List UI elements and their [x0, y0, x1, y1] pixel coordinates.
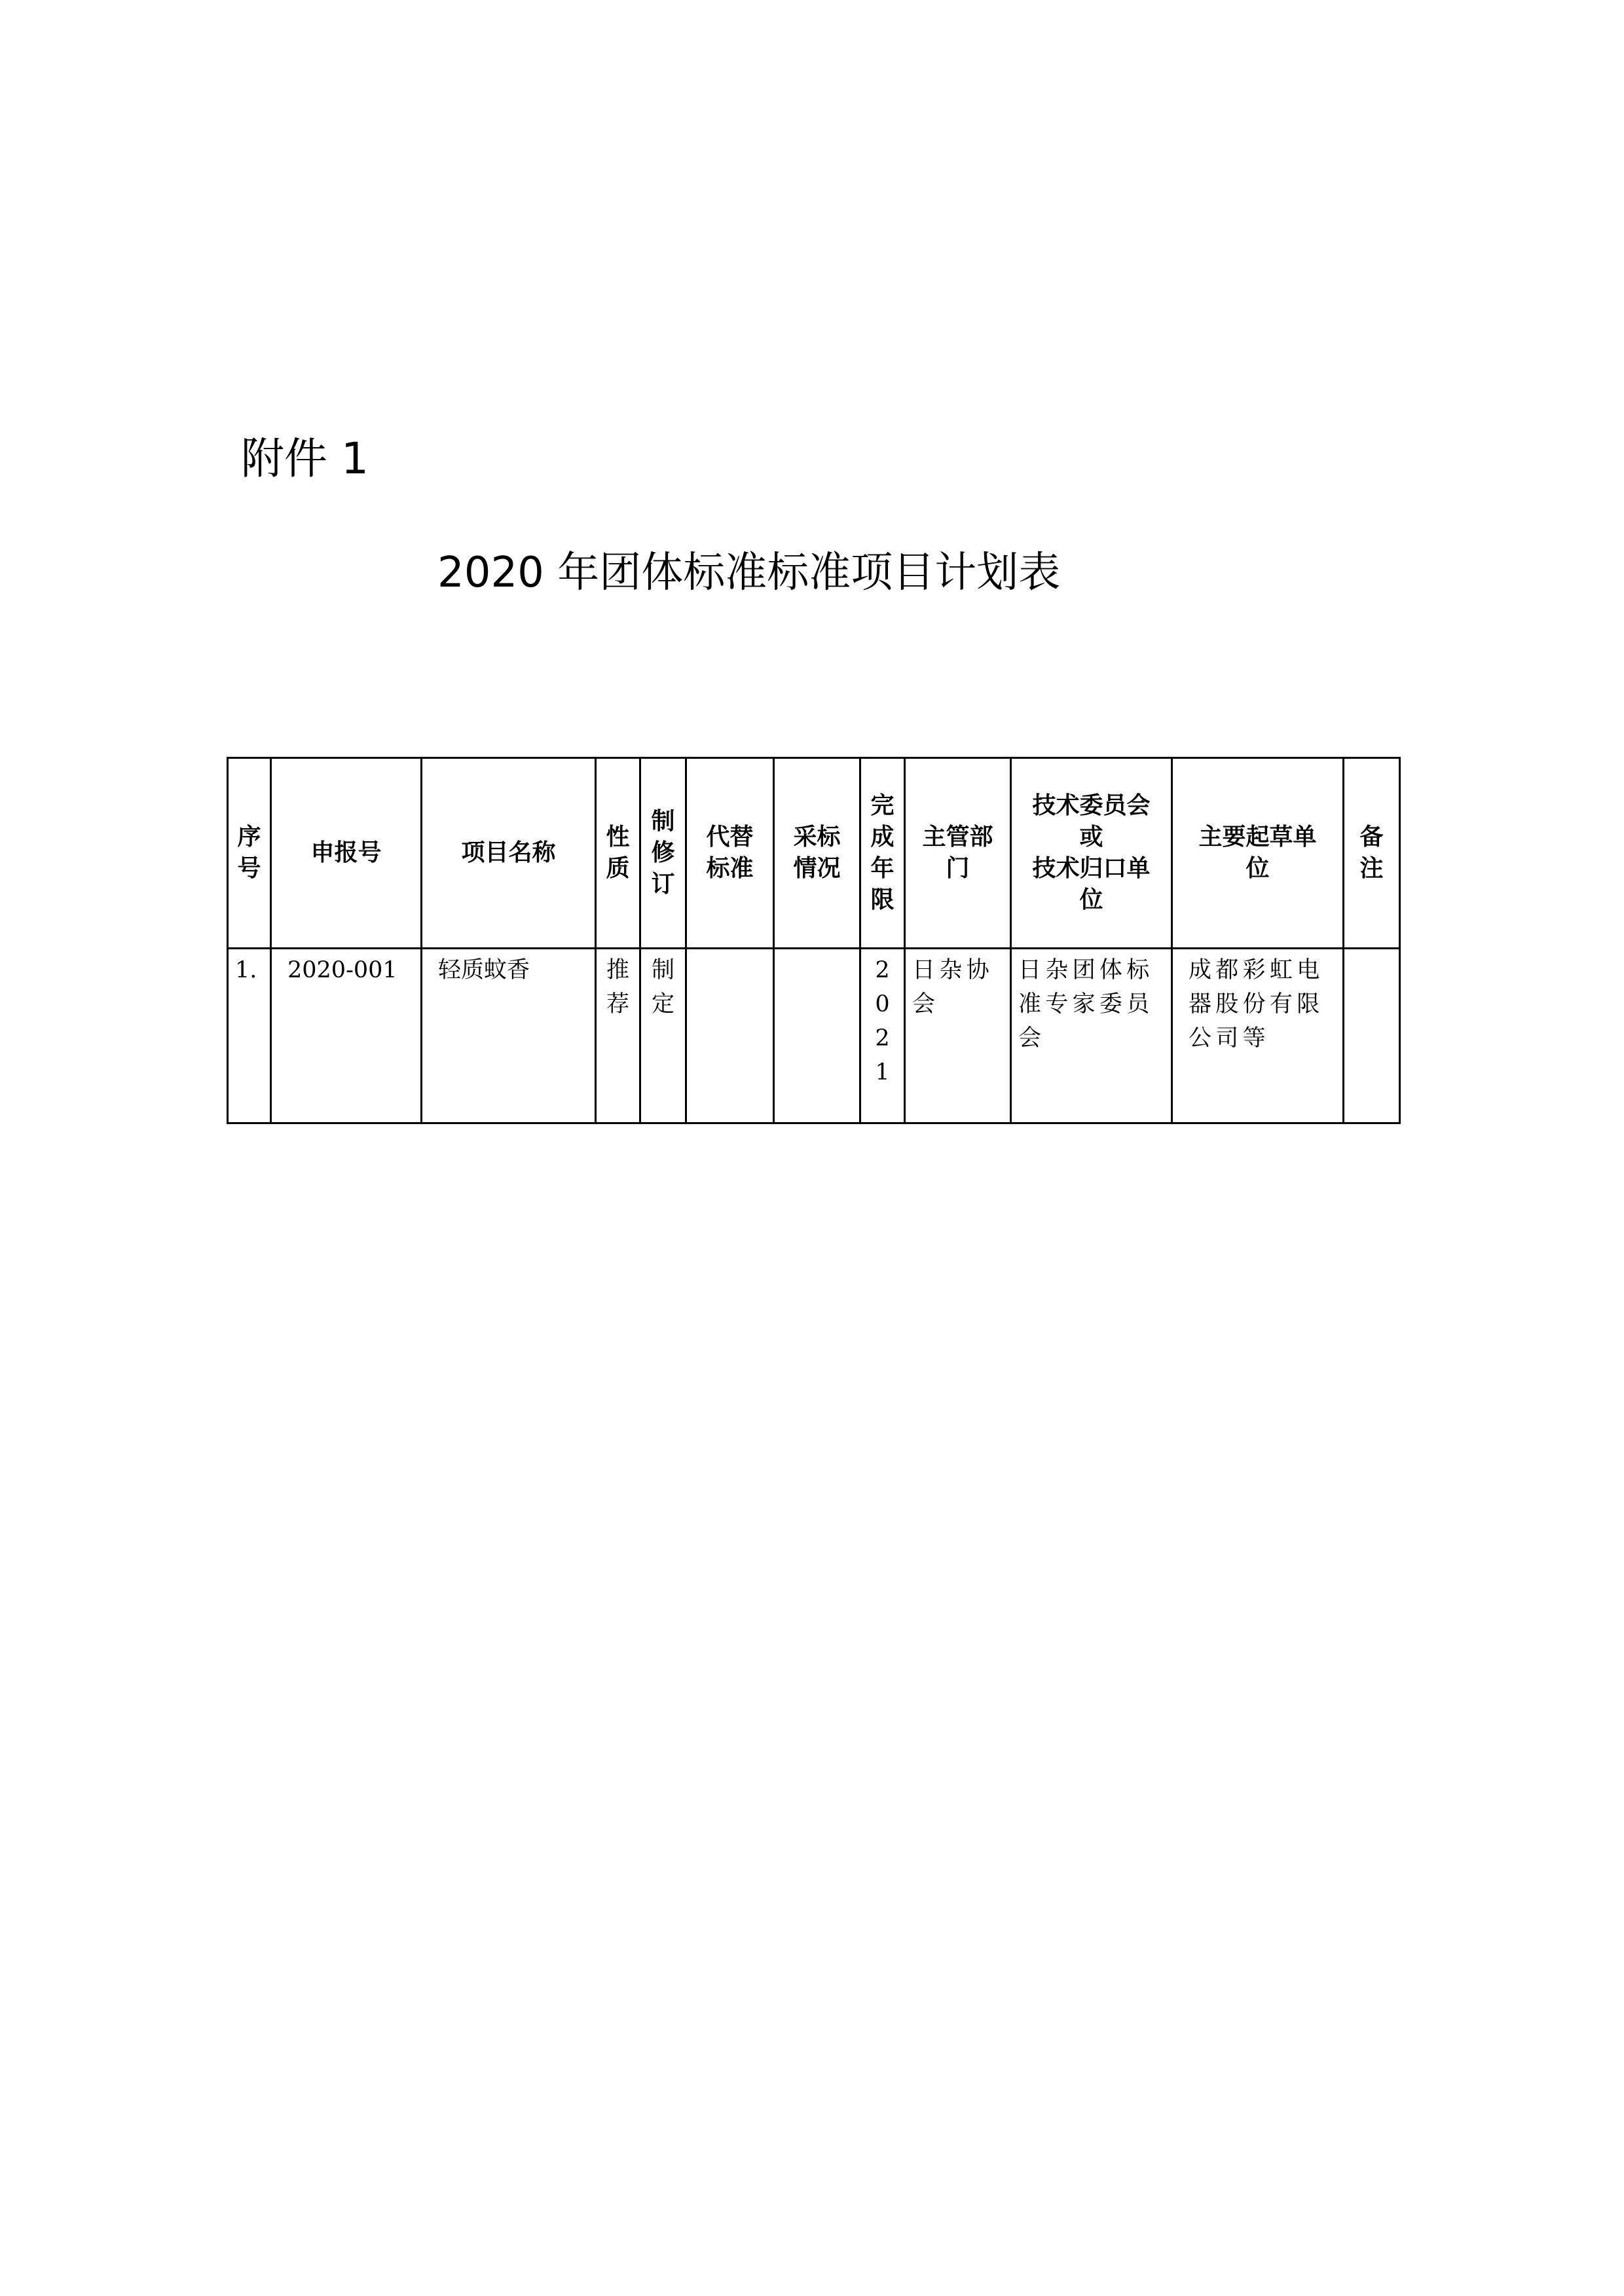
attachment-label: 附件 1	[241, 433, 369, 484]
header-remarks: 备注	[1344, 758, 1400, 949]
cell-remarks	[1344, 949, 1400, 1123]
header-row	[228, 758, 1400, 949]
header-application-no: 申报号	[271, 758, 422, 949]
header-adoption-status: 采标 情况	[774, 758, 860, 949]
header-index: 序号	[228, 758, 271, 949]
header-department: 主管部 门	[905, 758, 1011, 949]
header-replaced-standard: 代替 标准	[686, 758, 774, 949]
project-plan-table	[227, 757, 1401, 1124]
cell-nature: 推荐	[596, 949, 640, 1123]
header-project-name: 项目名称	[422, 758, 596, 949]
document-title: 2020 年团体标准标准项目计划表	[437, 549, 1061, 597]
cell-technical-committee: 日杂团体标准专家委员会	[1011, 949, 1172, 1123]
table-row	[228, 949, 1400, 1123]
cell-replaced-standard	[686, 949, 774, 1123]
cell-completion-year: 2021	[860, 949, 905, 1123]
cell-department: 日杂协会	[905, 949, 1011, 1123]
header-drafting-unit: 主要起草单 位	[1172, 758, 1344, 949]
header-completion-year: 完成年限	[860, 758, 905, 949]
header-technical-committee: 技术委员会 或 技术归口单 位	[1011, 758, 1172, 949]
cell-formulation-revision: 制定	[640, 949, 686, 1123]
cell-project-name: 轻质蚊香	[422, 949, 596, 1123]
cell-index: 1.	[228, 949, 271, 1123]
cell-drafting-unit: 成都彩虹电器股份有限公司等	[1172, 949, 1344, 1123]
header-formulation-revision: 制修订	[640, 758, 686, 949]
header-nature: 性质	[596, 758, 640, 949]
cell-application-no: 2020-001	[271, 949, 422, 1123]
cell-adoption-status	[774, 949, 860, 1123]
